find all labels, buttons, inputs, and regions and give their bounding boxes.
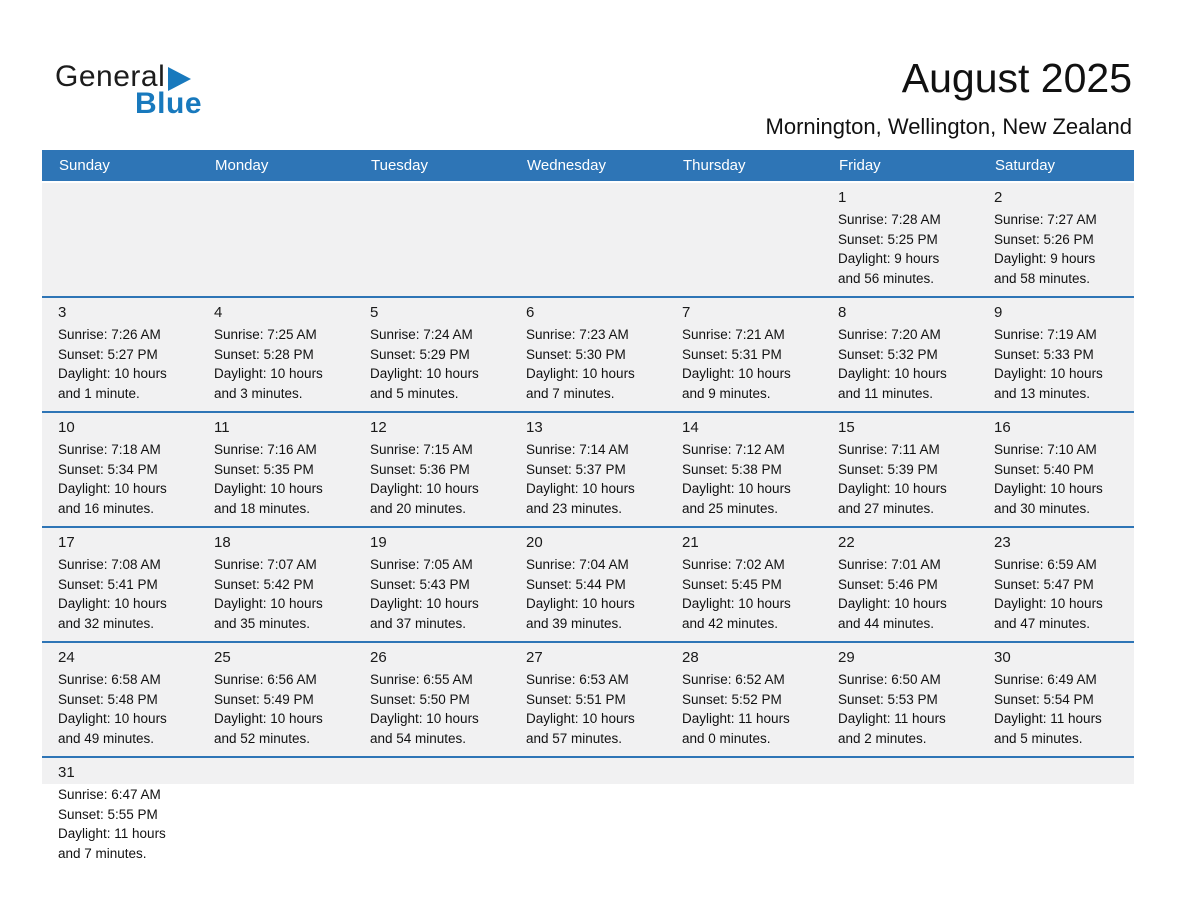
daylight-minutes-text: and 5 minutes.: [994, 730, 1083, 746]
sunrise-text: Sunrise: 7:26 AM: [58, 327, 161, 342]
weekday-header-wednesday: Wednesday: [527, 157, 606, 174]
week-row-2: [42, 296, 1134, 411]
date-number: 3: [58, 304, 67, 321]
date-number: 21: [682, 534, 699, 551]
sunset-text: Sunset: 5:27 PM: [58, 346, 158, 362]
sunset-text: Sunset: 5:38 PM: [682, 461, 782, 477]
sunrise-text: Sunrise: 7:24 AM: [370, 327, 473, 342]
sunset-text: Sunset: 5:53 PM: [838, 691, 938, 707]
day-cell-22: [822, 528, 978, 641]
daylight-minutes-text: and 5 minutes.: [370, 385, 459, 401]
daylight-minutes-text: and 27 minutes.: [838, 500, 935, 516]
daylight-hours-text: Daylight: 10 hours: [370, 596, 479, 611]
sunrise-text: Sunrise: 7:19 AM: [994, 327, 1097, 342]
sunrise-text: Sunrise: 6:53 AM: [526, 672, 629, 687]
sunset-text: Sunset: 5:29 PM: [370, 346, 470, 362]
daylight-minutes-text: and 52 minutes.: [214, 730, 311, 746]
daylight-minutes-text: and 2 minutes.: [838, 730, 927, 746]
sunrise-text: Sunrise: 7:18 AM: [58, 442, 161, 457]
sunset-text: Sunset: 5:41 PM: [58, 576, 158, 592]
sunset-text: Sunset: 5:48 PM: [58, 691, 158, 707]
day-cell-14: [666, 413, 822, 526]
daylight-hours-text: Daylight: 11 hours: [838, 711, 946, 726]
location-subtitle: Mornington, Wellington, New Zealand: [765, 114, 1132, 140]
sunset-text: Sunset: 5:36 PM: [370, 461, 470, 477]
sunrise-text: Sunrise: 7:02 AM: [682, 557, 785, 572]
day-cell-27: [510, 643, 666, 756]
sunrise-text: Sunrise: 7:07 AM: [214, 557, 317, 572]
daylight-minutes-text: and 44 minutes.: [838, 615, 935, 631]
weekday-header-row: [42, 150, 1134, 181]
sunrise-text: Sunrise: 7:05 AM: [370, 557, 473, 572]
weekday-header-tuesday: Tuesday: [371, 157, 428, 174]
daylight-hours-text: Daylight: 10 hours: [994, 596, 1103, 611]
daylight-minutes-text: and 37 minutes.: [370, 615, 467, 631]
week-row-1: [42, 181, 1134, 296]
sunset-text: Sunset: 5:44 PM: [526, 576, 626, 592]
empty-day-cell: [198, 183, 354, 296]
daylight-minutes-text: and 0 minutes.: [682, 730, 771, 746]
daylight-minutes-text: and 13 minutes.: [994, 385, 1091, 401]
sunset-text: Sunset: 5:26 PM: [994, 231, 1094, 247]
sunset-text: Sunset: 5:50 PM: [370, 691, 470, 707]
sunset-text: Sunset: 5:28 PM: [214, 346, 314, 362]
daylight-minutes-text: and 54 minutes.: [370, 730, 467, 746]
daylight-hours-text: Daylight: 10 hours: [370, 481, 479, 496]
sunrise-text: Sunrise: 7:04 AM: [526, 557, 629, 572]
daylight-hours-text: Daylight: 11 hours: [58, 826, 166, 841]
date-number: 13: [526, 419, 543, 436]
daylight-hours-text: Daylight: 10 hours: [682, 596, 791, 611]
weekday-header-monday: Monday: [215, 157, 269, 174]
daylight-minutes-text: and 7 minutes.: [526, 385, 615, 401]
day-cell-6: [510, 298, 666, 411]
date-number: 14: [682, 419, 699, 436]
day-cell-15: [822, 413, 978, 526]
sunrise-text: Sunrise: 7:27 AM: [994, 212, 1097, 227]
date-number: 27: [526, 649, 543, 666]
daylight-hours-text: Daylight: 10 hours: [214, 481, 323, 496]
empty-day-cell: [822, 758, 978, 871]
daylight-hours-text: Daylight: 9 hours: [838, 251, 940, 266]
weekday-header-thursday: Thursday: [683, 157, 746, 174]
day-cell-7: [666, 298, 822, 411]
sunset-text: Sunset: 5:39 PM: [838, 461, 938, 477]
sunrise-text: Sunrise: 7:25 AM: [214, 327, 317, 342]
daylight-hours-text: Daylight: 10 hours: [526, 366, 635, 381]
day-cell-13: [510, 413, 666, 526]
daylight-minutes-text: and 35 minutes.: [214, 615, 311, 631]
daylight-minutes-text: and 25 minutes.: [682, 500, 779, 516]
sunrise-text: Sunrise: 7:28 AM: [838, 212, 941, 227]
daylight-minutes-text: and 11 minutes.: [838, 385, 934, 401]
empty-day-cell: [42, 183, 198, 296]
day-cell-19: [354, 528, 510, 641]
date-number: 24: [58, 649, 75, 666]
sunset-text: Sunset: 5:30 PM: [526, 346, 626, 362]
sunrise-text: Sunrise: 7:01 AM: [838, 557, 941, 572]
daylight-hours-text: Daylight: 10 hours: [994, 366, 1103, 381]
daylight-hours-text: Daylight: 10 hours: [838, 596, 947, 611]
daylight-hours-text: Daylight: 10 hours: [526, 481, 635, 496]
empty-day-cell: [510, 183, 666, 296]
daylight-hours-text: Daylight: 10 hours: [526, 711, 635, 726]
title-block: [766, 46, 1132, 140]
date-number: 16: [994, 419, 1011, 436]
sunset-text: Sunset: 5:33 PM: [994, 346, 1094, 362]
date-number: 18: [214, 534, 231, 551]
day-cell-9: [978, 298, 1134, 411]
date-number: 20: [526, 534, 543, 551]
daylight-hours-text: Daylight: 9 hours: [994, 251, 1096, 266]
day-cell-8: [822, 298, 978, 411]
date-number: 30: [994, 649, 1011, 666]
empty-day-cell: [354, 183, 510, 296]
daylight-hours-text: Daylight: 10 hours: [370, 366, 479, 381]
daylight-minutes-text: and 18 minutes.: [214, 500, 311, 516]
daylight-hours-text: Daylight: 10 hours: [58, 366, 167, 381]
logo-text-blue: Blue: [135, 87, 203, 120]
sunset-text: Sunset: 5:40 PM: [994, 461, 1094, 477]
daylight-hours-text: Daylight: 10 hours: [214, 711, 323, 726]
weekday-header-sunday: Sunday: [59, 157, 110, 174]
sunset-text: Sunset: 5:46 PM: [838, 576, 938, 592]
daylight-minutes-text: and 49 minutes.: [58, 730, 155, 746]
sunrise-text: Sunrise: 6:49 AM: [994, 672, 1097, 687]
calendar-body: [42, 181, 1134, 871]
daylight-hours-text: Daylight: 10 hours: [58, 481, 167, 496]
date-number: 29: [838, 649, 855, 666]
daylight-minutes-text: and 57 minutes.: [526, 730, 623, 746]
sunrise-text: Sunrise: 7:12 AM: [682, 442, 785, 457]
sunset-text: Sunset: 5:54 PM: [994, 691, 1094, 707]
date-number: 8: [838, 304, 847, 321]
daylight-hours-text: Daylight: 11 hours: [682, 711, 790, 726]
day-cell-28: [666, 643, 822, 756]
daylight-hours-text: Daylight: 10 hours: [58, 711, 167, 726]
date-number: 26: [370, 649, 387, 666]
daylight-minutes-text: and 9 minutes.: [682, 385, 771, 401]
sunset-text: Sunset: 5:51 PM: [526, 691, 626, 707]
sunset-text: Sunset: 5:52 PM: [682, 691, 782, 707]
sunset-text: Sunset: 5:32 PM: [838, 346, 938, 362]
day-cell-25: [198, 643, 354, 756]
sunset-text: Sunset: 5:49 PM: [214, 691, 314, 707]
daylight-hours-text: Daylight: 10 hours: [838, 481, 947, 496]
sunrise-text: Sunrise: 7:14 AM: [526, 442, 629, 457]
empty-day-cell: [510, 758, 666, 871]
daylight-hours-text: Daylight: 10 hours: [214, 596, 323, 611]
sunrise-text: Sunrise: 6:56 AM: [214, 672, 317, 687]
day-cell-21: [666, 528, 822, 641]
date-number: 5: [370, 304, 379, 321]
day-cell-26: [354, 643, 510, 756]
sunset-text: Sunset: 5:43 PM: [370, 576, 470, 592]
sunrise-text: Sunrise: 6:55 AM: [370, 672, 473, 687]
day-cell-16: [978, 413, 1134, 526]
sunrise-text: Sunrise: 7:21 AM: [682, 327, 785, 342]
daylight-minutes-text: and 39 minutes.: [526, 615, 623, 631]
daylight-hours-text: Daylight: 10 hours: [682, 366, 791, 381]
daylight-hours-text: Daylight: 10 hours: [370, 711, 479, 726]
calendar: [42, 150, 1134, 871]
day-cell-23: [978, 528, 1134, 641]
sunset-text: Sunset: 5:55 PM: [58, 806, 158, 822]
daylight-minutes-text: and 47 minutes.: [994, 615, 1091, 631]
day-cell-29: [822, 643, 978, 756]
date-number: 28: [682, 649, 699, 666]
date-number: 22: [838, 534, 855, 551]
day-cell-17: [42, 528, 198, 641]
sunrise-text: Sunrise: 6:52 AM: [682, 672, 785, 687]
month-title: August 2025: [901, 55, 1132, 101]
sunset-text: Sunset: 5:42 PM: [214, 576, 314, 592]
sunrise-text: Sunrise: 7:11 AM: [838, 442, 940, 457]
sunrise-text: Sunrise: 7:20 AM: [838, 327, 941, 342]
day-cell-11: [198, 413, 354, 526]
empty-day-cell: [978, 758, 1134, 871]
day-cell-30: [978, 643, 1134, 756]
date-number: 9: [994, 304, 1003, 321]
week-row-3: [42, 411, 1134, 526]
day-cell-10: [42, 413, 198, 526]
daylight-minutes-text: and 58 minutes.: [994, 270, 1091, 286]
date-number: 4: [214, 304, 223, 321]
daylight-minutes-text: and 3 minutes.: [214, 385, 303, 401]
sunset-text: Sunset: 5:25 PM: [838, 231, 938, 247]
date-number: 6: [526, 304, 535, 321]
daylight-hours-text: Daylight: 10 hours: [994, 481, 1103, 496]
day-cell-1: [822, 183, 978, 296]
date-number: 31: [58, 764, 75, 781]
day-cell-24: [42, 643, 198, 756]
date-number: 2: [994, 189, 1003, 206]
weekday-header-saturday: Saturday: [995, 157, 1056, 174]
daylight-minutes-text: and 32 minutes.: [58, 615, 155, 631]
daylight-hours-text: Daylight: 10 hours: [526, 596, 635, 611]
sunrise-text: Sunrise: 6:58 AM: [58, 672, 161, 687]
sunrise-text: Sunrise: 6:59 AM: [994, 557, 1097, 572]
date-number: 23: [994, 534, 1011, 551]
empty-day-cell: [666, 758, 822, 871]
daylight-minutes-text: and 56 minutes.: [838, 270, 935, 286]
sunset-text: Sunset: 5:47 PM: [994, 576, 1094, 592]
day-cell-12: [354, 413, 510, 526]
empty-day-cell: [354, 758, 510, 871]
date-number: 7: [682, 304, 691, 321]
date-number: 1: [838, 189, 847, 206]
daylight-minutes-text: and 20 minutes.: [370, 500, 467, 516]
week-row-5: [42, 641, 1134, 756]
daylight-minutes-text: and 1 minute.: [58, 385, 140, 401]
daylight-minutes-text: and 30 minutes.: [994, 500, 1091, 516]
empty-day-cell: [198, 758, 354, 871]
date-number: 15: [838, 419, 855, 436]
sunset-text: Sunset: 5:45 PM: [682, 576, 782, 592]
sunrise-text: Sunrise: 7:08 AM: [58, 557, 161, 572]
week-row-4: [42, 526, 1134, 641]
daylight-hours-text: Daylight: 10 hours: [682, 481, 791, 496]
day-cell-18: [198, 528, 354, 641]
daylight-hours-text: Daylight: 10 hours: [58, 596, 167, 611]
empty-day-cell: [666, 183, 822, 296]
sunset-text: Sunset: 5:35 PM: [214, 461, 314, 477]
sunrise-text: Sunrise: 7:16 AM: [214, 442, 317, 457]
day-cell-3: [42, 298, 198, 411]
sunset-text: Sunset: 5:31 PM: [682, 346, 782, 362]
sunset-text: Sunset: 5:37 PM: [526, 461, 626, 477]
daylight-hours-text: Daylight: 10 hours: [838, 366, 947, 381]
day-cell-5: [354, 298, 510, 411]
day-cell-20: [510, 528, 666, 641]
date-number: 12: [370, 419, 387, 436]
general-blue-logo: [55, 46, 202, 121]
sunrise-text: Sunrise: 6:50 AM: [838, 672, 941, 687]
date-number: 19: [370, 534, 387, 551]
daylight-minutes-text: and 23 minutes.: [526, 500, 623, 516]
logo-text-general: General: [55, 60, 166, 93]
weekday-header-friday: Friday: [839, 157, 881, 174]
date-number: 25: [214, 649, 231, 666]
sunrise-text: Sunrise: 7:10 AM: [994, 442, 1097, 457]
day-cell-31: [42, 758, 198, 871]
daylight-hours-text: Daylight: 11 hours: [994, 711, 1102, 726]
sunrise-text: Sunrise: 7:23 AM: [526, 327, 629, 342]
day-cell-2: [978, 183, 1134, 296]
sunrise-text: Sunrise: 6:47 AM: [58, 787, 161, 802]
sunrise-text: Sunrise: 7:15 AM: [370, 442, 473, 457]
date-number: 17: [58, 534, 75, 551]
sunset-text: Sunset: 5:34 PM: [58, 461, 158, 477]
daylight-hours-text: Daylight: 10 hours: [214, 366, 323, 381]
day-cell-4: [198, 298, 354, 411]
daylight-minutes-text: and 7 minutes.: [58, 845, 147, 861]
daylight-minutes-text: and 42 minutes.: [682, 615, 779, 631]
week-row-6: [42, 756, 1134, 871]
page-header: [0, 0, 1188, 150]
date-number: 11: [214, 419, 230, 436]
daylight-minutes-text: and 16 minutes.: [58, 500, 155, 516]
date-number: 10: [58, 419, 75, 436]
